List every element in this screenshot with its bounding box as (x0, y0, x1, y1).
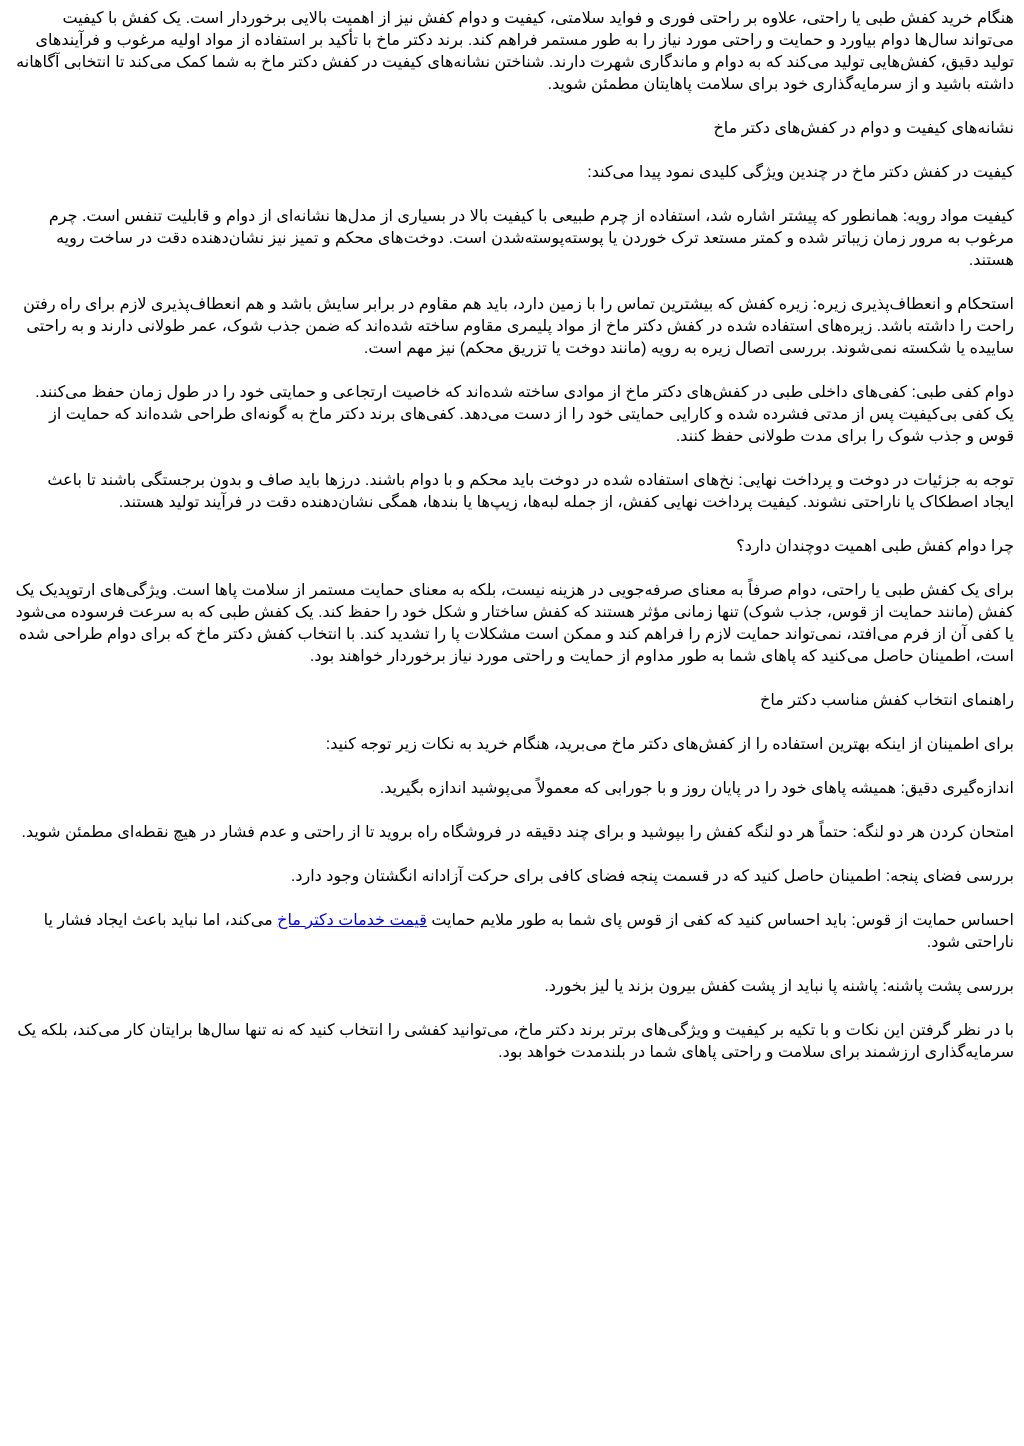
arch-text-after: می‌کند، اما نباید باعث ایجاد فشار یا ناراحتی شود. (43, 912, 1014, 951)
tip-heel-check: بررسی پشت پاشنه: پاشنه پا نباید از پشت کفش بیرون بزند یا لیز بخورد. (544, 978, 1014, 995)
upper-material-paragraph: کیفیت مواد رویه: همانطور که پیشتر اشاره شد، استفاده از چرم طبیعی با کیفیت بالا در بسیاری از مدل‌ها نشانه‌ای از دوام و قابلیت تنفس است. چرم مرغوب به مرور زمان زیباتر شده و کمتر مستعد ترک خوردن یا پوسته‌پوسته‌شدن است. دوخت‌های محکم و تمیز نیز نشان‌دهنده دقت در ساخت رویه هستند. (48, 208, 1014, 269)
tip-try-both: امتحان کردن هر دو لنگه: حتماً هر دو لنگه کفش را بپوشید و برای چند دقیقه در فروشگاه راه بروید تا از راحتی و عدم فشار در هیچ نقطه‌ای مطمئن شوید. (21, 824, 1014, 841)
tip-toe-space: بررسی فضای پنجه: اطمینان حاصل کنید که در قسمت پنجه فضای کافی برای حرکت آزادانه انگشتان وجود دارد. (290, 868, 1014, 885)
stitching-paragraph: توجه به جزئیات در دوخت و پرداخت نهایی: نخ‌های استفاده شده در دوخت باید محکم و با دوام باشند. درزها باید صاف و بدون برجستگی باشند تا باعث ایجاد اصطکاک یا ناراحتی نشوند. کیفیت پرداخت نهایی کفش، از جمله لبه‌ها، زیپ‌ها یا بندها، همگی نشان‌دهنده دقت در فرآیند تولید هستند. (47, 472, 1014, 511)
conclusion-paragraph: با در نظر گرفتن این نکات و با تکیه بر کیفیت و ویژگی‌های برتر برند دکتر ماخ، می‌توانید کفشی را انتخاب کنید که نه تنها سال‌ها برایتان کار می‌کند، بلکه یک سرمایه‌گذاری ارزشمند برای سلامت و راحتی پاهای شما در بلندمدت خواهد بود. (17, 1022, 1014, 1061)
quality-intro-paragraph: کیفیت در کفش دکتر ماخ در چندین ویژگی کلیدی نمود پیدا می‌کند: (587, 164, 1014, 181)
sole-paragraph: استحکام و انعطاف‌پذیری زیره: زیره کفش که بیشترین تماس را با زمین دارد، باید هم مقاوم در برابر سایش باشد و هم انعطاف‌پذیری لازم برای راه رفتن راحت را داشته باشد. زیره‌های استفاده شده در کفش دکتر ماخ از مواد پلیمری مقاوم ساخته شده‌اند که ضمن جذب شوک، عمر طولانی دارند و به راحتی ساییده یا شکسته نمی‌شوند. بررسی اتصال زیره به رویه (مانند دوخت یا تزریق محکم) نیز مهم است. (23, 296, 1014, 357)
price-services-link[interactable]: قیمت خدمات دکتر ماخ (277, 912, 427, 929)
tip-arch-support (14, 910, 1014, 954)
tip-measurement: اندازه‌گیری دقیق: همیشه پاهای خود را در پایان روز و با جورابی که معمولاً می‌پوشید اندازه بگیرید. (379, 780, 1014, 797)
section-heading-durability: چرا دوام کفش طبی اهمیت دوچندان دارد؟ (736, 538, 1014, 555)
arch-text-before: احساس حمایت از قوس: باید احساس کنید که کفی از قوس پای شما به طور ملایم حمایت (426, 912, 1014, 929)
insole-paragraph: دوام کفی طبی: کفی‌های داخلی طبی در کفش‌های دکتر ماخ از موادی ساخته شده‌اند که خاصیت ارتجاعی و حمایتی خود را در طول زمان حفظ می‌کنند. یک کفی بی‌کیفیت پس از مدتی فشرده شده و کارایی حمایتی خود را از دست می‌دهد. کفی‌های برند دکتر ماخ به گونه‌ای طراحی شده‌اند که حمایت از قوس و جذب شوک را برای مدت طولانی حفظ کنند. (35, 384, 1014, 445)
section-heading-guide: راهنمای انتخاب کفش مناسب دکتر ماخ (760, 692, 1014, 709)
section-heading-quality: نشانه‌های کیفیت و دوام در کفش‌های دکتر ماخ (713, 120, 1014, 137)
intro-paragraph: هنگام خرید کفش طبی یا راحتی، علاوه بر راحتی فوری و فواید سلامتی، کیفیت و دوام کفش نیز از اهمیت بالایی برخوردار است. یک کفش با کیفیت می‌تواند سال‌ها دوام بیاورد و حمایت و راحتی مورد نیاز را به طور مستمر فراهم کند. برند دکتر ماخ با تأکید بر استفاده از مواد اولیه مرغوب و فرآیندهای تولید دقیق، کفش‌هایی تولید می‌کند که به دوام و ماندگاری شهرت دارند. شناختن نشانه‌های کیفیت در کفش دکتر ماخ به شما کمک می‌کند تا انتخابی آگاهانه داشته باشید و از سرمایه‌گذاری خود برای سلامت پاهایتان مطمئن شوید. (16, 10, 1014, 93)
guide-intro-paragraph: برای اطمینان از اینکه بهترین استفاده را از کفش‌های دکتر ماخ می‌برید، هنگام خرید به نکات زیر توجه کنید: (325, 736, 1014, 753)
durability-paragraph: برای یک کفش طبی یا راحتی، دوام صرفاً به معنای صرفه‌جویی در هزینه نیست، بلکه به معنای حمایت مستمر از سلامت پاها است. ویژگی‌های ارتوپدیک یک کفش (مانند حمایت از قوس، جذب شوک) تنها زمانی مؤثر هستند که کفش ساختار و شکل خود را حفظ کند. یک کفش طبی که به سرعت فرسوده می‌شود یا کفی آن از فرم می‌افتد، نمی‌تواند حمایت لازم را فراهم کند و ممکن است مشکلات پا را تشدید کند. با انتخاب کفش دکتر ماخ که برای دوام طراحی شده است، اطمینان حاصل می‌کنید که پاهای شما به طور مداوم از حمایت و راحتی مورد نیاز برخوردار خواهند بود. (15, 582, 1014, 665)
